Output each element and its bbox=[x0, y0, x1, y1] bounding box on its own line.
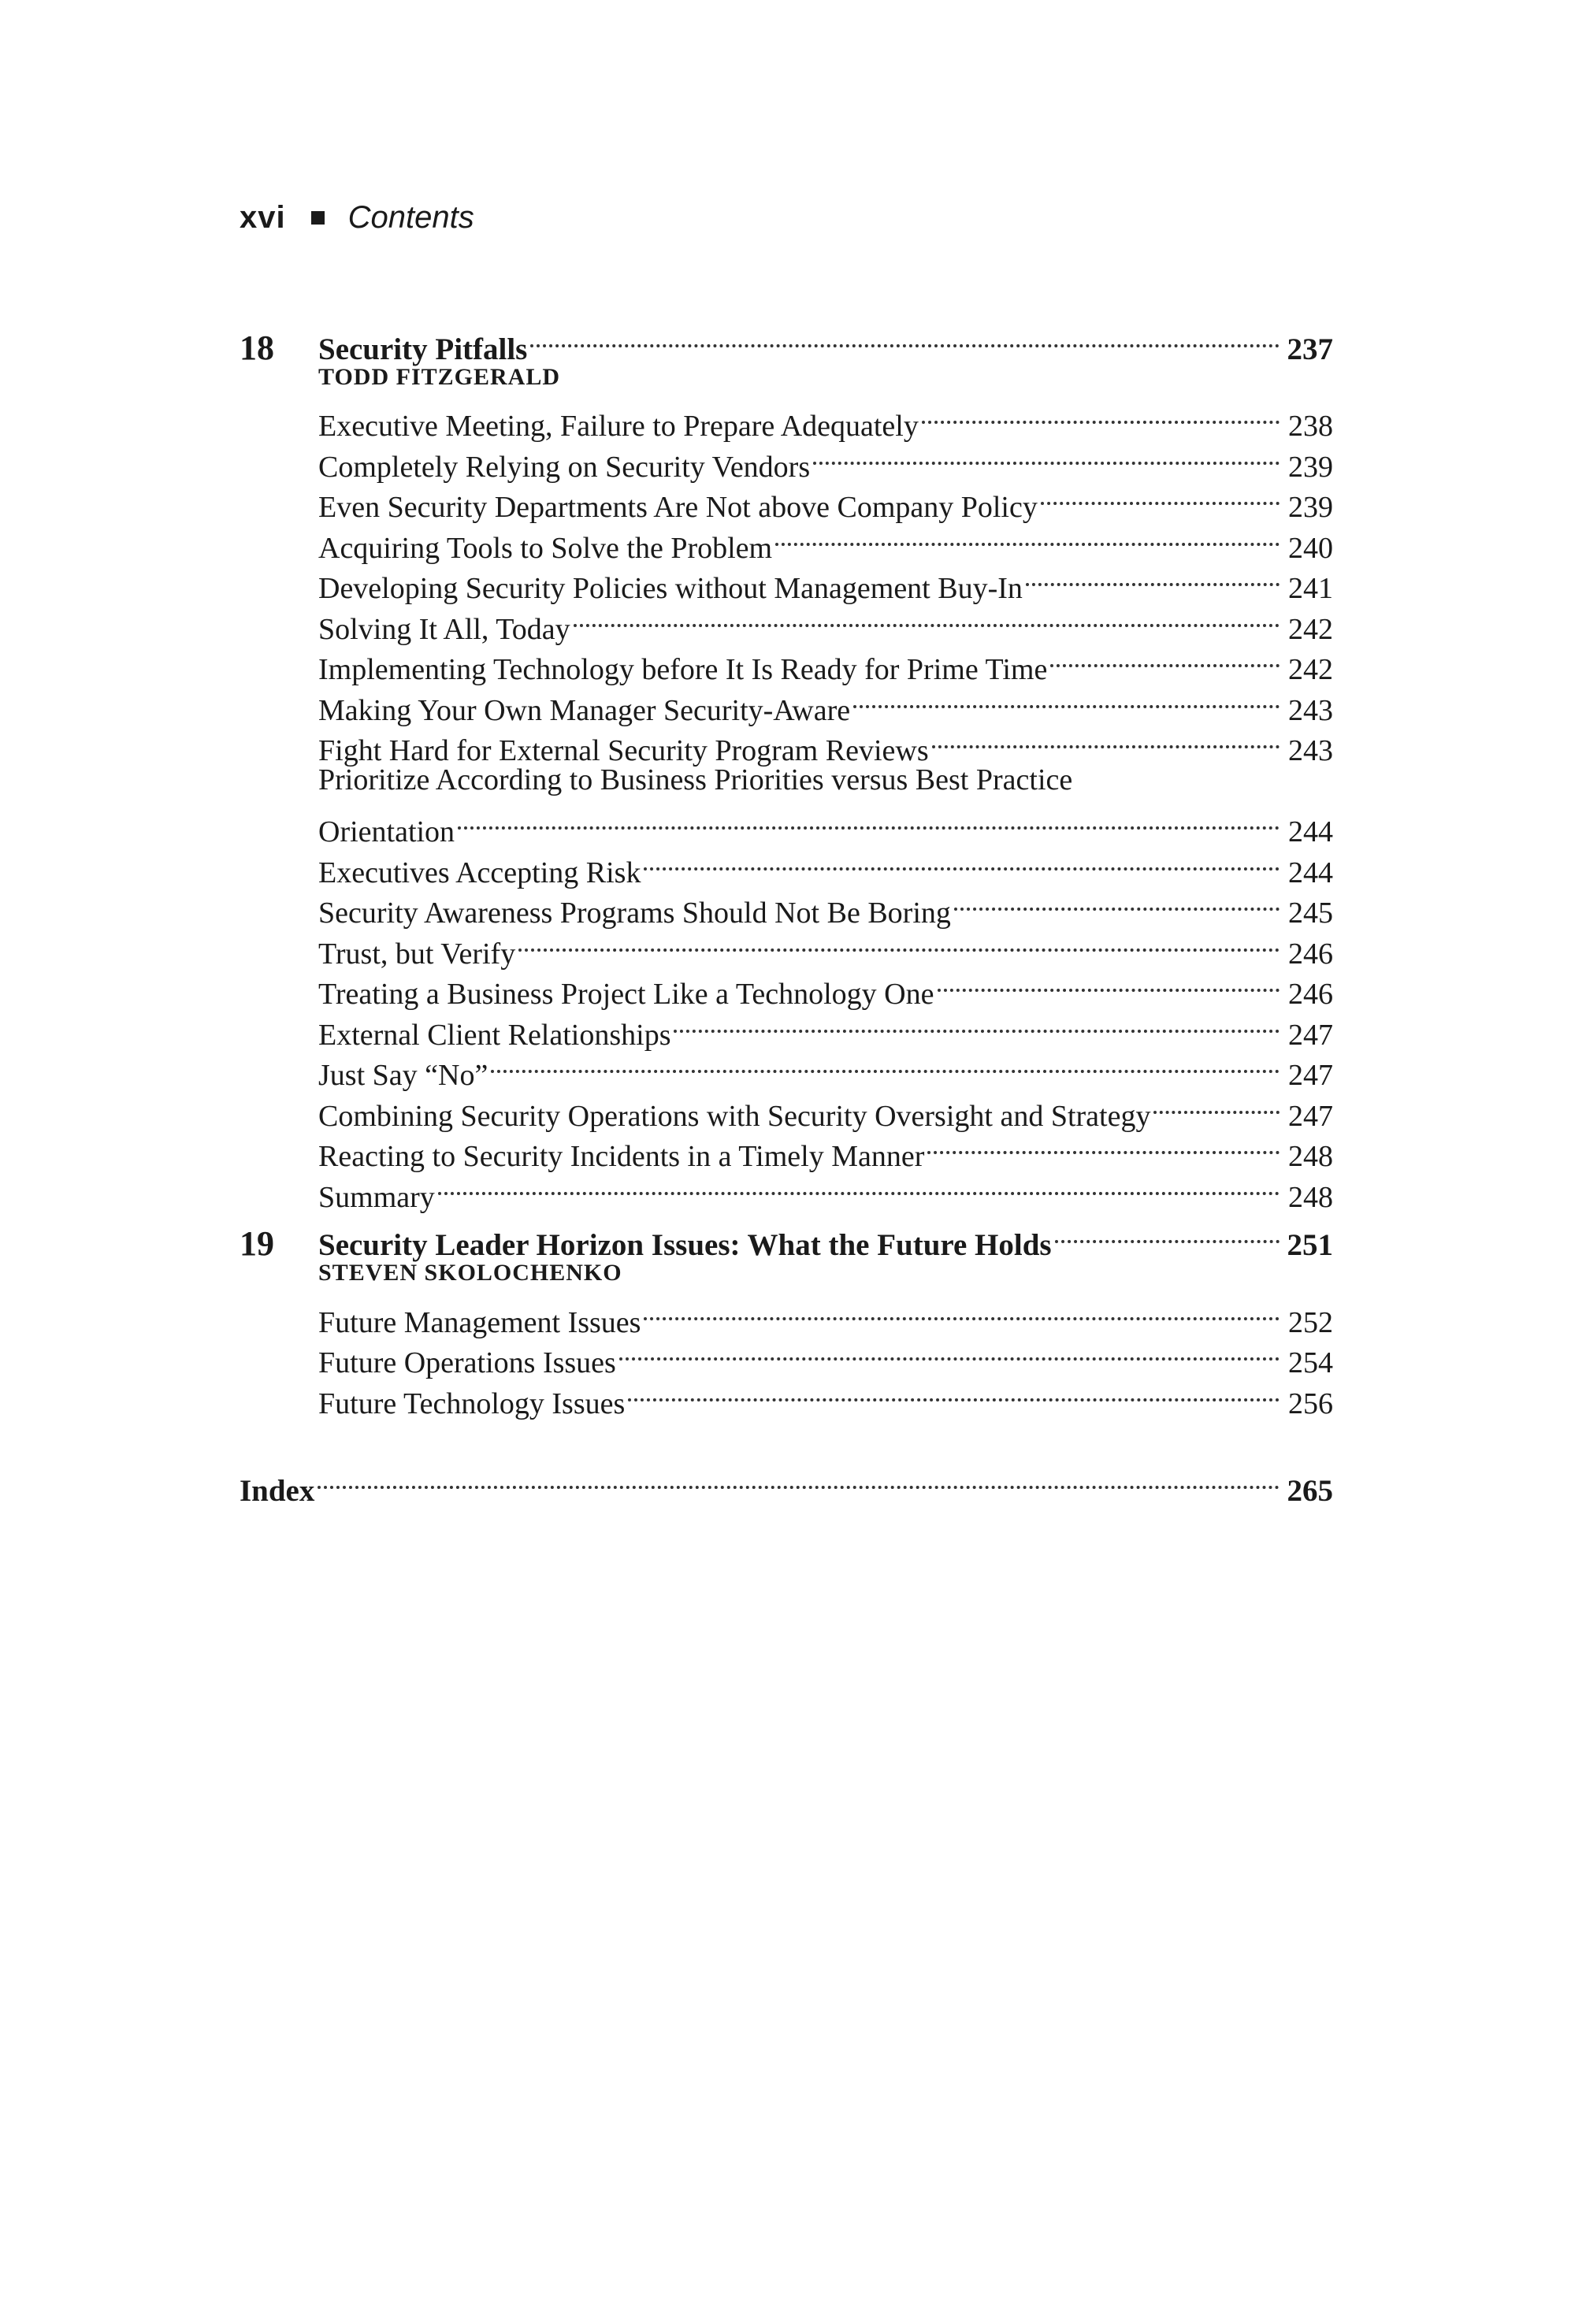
entry-title: Security Awareness Programs Should Not Be Boring bbox=[318, 897, 951, 930]
entry-title: Executive Meeting, Failure to Prepare Adequately bbox=[318, 410, 919, 443]
running-head bbox=[240, 194, 474, 241]
chapter-page-number: 237 bbox=[1287, 332, 1333, 366]
chapter-number: 18 bbox=[240, 328, 274, 367]
entry-page-number: 248 bbox=[1288, 1140, 1333, 1173]
entry-page-number: 238 bbox=[1288, 410, 1333, 443]
chapter-title: Security Leader Horizon Issues: What the Future Holds bbox=[318, 1228, 1052, 1262]
entry-title: Summary bbox=[318, 1180, 435, 1214]
entry-title: Fight Hard for External Security Program Reviews bbox=[318, 734, 929, 767]
entry-title: Completely Relying on Security Vendors bbox=[318, 450, 811, 484]
entry-title: Future Management Issues bbox=[318, 1305, 641, 1339]
dot-leader bbox=[644, 841, 1280, 882]
chapter-title: Security Pitfalls bbox=[318, 332, 528, 366]
chapter-18-heading[interactable] bbox=[240, 318, 1333, 367]
entry-page-number: 246 bbox=[1288, 978, 1333, 1011]
index-title: Index bbox=[240, 1474, 315, 1508]
dot-leader bbox=[674, 1004, 1280, 1045]
entry-title: Just Say “No” bbox=[318, 1059, 488, 1092]
entry-title-line-1: Prioritize According to Business Priorities versus Best Practice bbox=[318, 763, 1073, 796]
dot-leader bbox=[628, 1372, 1280, 1413]
page-folio: xvi bbox=[240, 199, 286, 235]
entry-page-number: 247 bbox=[1288, 1018, 1333, 1052]
entry-page-number: 242 bbox=[1288, 653, 1333, 686]
entry-page-number: 248 bbox=[1288, 1180, 1333, 1214]
entry-page-number: 244 bbox=[1288, 856, 1333, 889]
chapter-page-number: 251 bbox=[1287, 1228, 1333, 1262]
entry-page-number: 247 bbox=[1288, 1099, 1333, 1133]
dot-leader bbox=[954, 882, 1280, 923]
dot-leader bbox=[1153, 1085, 1280, 1126]
dot-leader bbox=[619, 1332, 1280, 1373]
entry-title: Treating a Business Project Like a Technology One bbox=[318, 978, 934, 1011]
entry-title-line-2: Orientation bbox=[318, 815, 455, 848]
dot-leader bbox=[574, 598, 1280, 639]
toc-entry[interactable] bbox=[240, 1291, 1333, 1339]
dot-leader bbox=[518, 923, 1280, 963]
dot-leader bbox=[922, 395, 1280, 436]
entry-page-number: 243 bbox=[1288, 693, 1333, 727]
entry-title: Reacting to Security Incidents in a Timely Manner bbox=[318, 1140, 925, 1173]
entry-title: Acquiring Tools to Solve the Problem bbox=[318, 531, 773, 565]
toc-entry-line-2[interactable] bbox=[240, 801, 1333, 848]
entry-page-number: 242 bbox=[1288, 612, 1333, 646]
entry-title: Developing Security Policies without Management Buy-In bbox=[318, 572, 1023, 605]
dot-leader bbox=[530, 318, 1280, 359]
entry-page-number: 252 bbox=[1288, 1305, 1333, 1339]
dot-leader bbox=[1055, 1215, 1280, 1256]
entry-title: Making Your Own Manager Security-Aware bbox=[318, 693, 851, 727]
entry-page-number: 239 bbox=[1288, 450, 1333, 484]
dot-leader bbox=[927, 1126, 1280, 1167]
running-head-title: Contents bbox=[347, 199, 474, 235]
dot-leader bbox=[318, 1461, 1280, 1502]
chapter-19-heading[interactable] bbox=[240, 1215, 1333, 1263]
entry-title: Combining Security Operations with Security Oversight and Strategy bbox=[318, 1099, 1151, 1133]
dot-leader bbox=[853, 679, 1280, 720]
entry-title: Implementing Technology before It Is Ready for Prime Time bbox=[318, 653, 1048, 686]
entry-title: Future Operations Issues bbox=[318, 1346, 616, 1379]
index-entry[interactable] bbox=[240, 1461, 1333, 1508]
dot-leader bbox=[775, 517, 1280, 558]
chapter-number: 19 bbox=[240, 1224, 274, 1263]
author-name: STEVEN SKOLOCHENKO bbox=[318, 1260, 622, 1286]
entry-title: Trust, but Verify bbox=[318, 937, 516, 971]
dot-leader bbox=[938, 963, 1280, 1004]
entry-page-number: 241 bbox=[1288, 572, 1333, 605]
dot-leader bbox=[1050, 639, 1280, 680]
entry-page-number: 240 bbox=[1288, 531, 1333, 565]
square-bullet-icon bbox=[311, 211, 325, 225]
toc-entry[interactable] bbox=[240, 395, 1333, 443]
chapter-18-author bbox=[240, 359, 1333, 395]
author-name: TODD FITZGERALD bbox=[318, 363, 561, 390]
dot-leader bbox=[644, 1291, 1280, 1332]
entry-page-number: 254 bbox=[1288, 1346, 1333, 1379]
dot-leader bbox=[1041, 477, 1280, 518]
dot-leader bbox=[438, 1166, 1280, 1207]
entry-title: Solving It All, Today bbox=[318, 612, 570, 646]
entry-page-number: 239 bbox=[1288, 491, 1333, 524]
index-page-number: 265 bbox=[1287, 1474, 1333, 1508]
toc-entry-line-1[interactable] bbox=[240, 760, 1333, 801]
dot-leader bbox=[813, 436, 1280, 477]
entry-page-number: 246 bbox=[1288, 937, 1333, 971]
dot-leader bbox=[1026, 558, 1280, 599]
entry-page-number: 247 bbox=[1288, 1059, 1333, 1092]
entry-title: External Client Relationships bbox=[318, 1018, 671, 1052]
entry-title: Future Technology Issues bbox=[318, 1387, 626, 1420]
entry-page-number: 244 bbox=[1288, 815, 1333, 848]
table-of-contents bbox=[240, 318, 1333, 1508]
dot-leader bbox=[932, 720, 1280, 761]
entry-title: Even Security Departments Are Not above Company Policy bbox=[318, 491, 1038, 524]
dot-leader bbox=[458, 801, 1280, 842]
entry-title: Executives Accepting Risk bbox=[318, 856, 641, 889]
dot-leader bbox=[491, 1045, 1280, 1086]
entry-page-number: 243 bbox=[1288, 734, 1333, 767]
entry-page-number: 256 bbox=[1288, 1387, 1333, 1420]
entry-page-number: 245 bbox=[1288, 897, 1333, 930]
